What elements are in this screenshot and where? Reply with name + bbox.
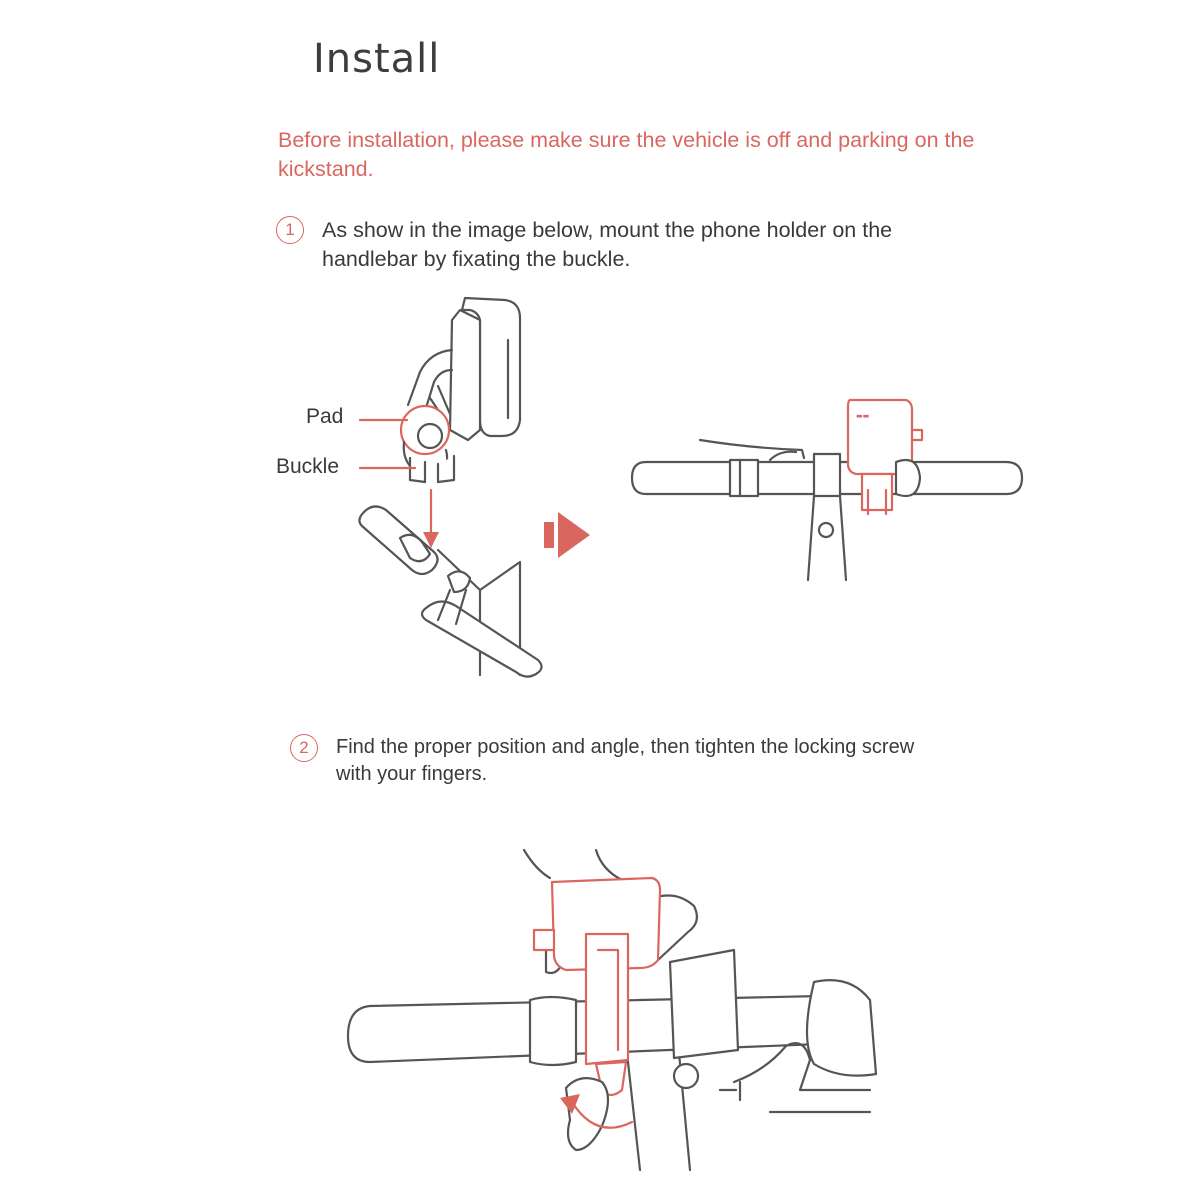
holder-illustration	[330, 290, 550, 680]
tighten-screw-illustration	[340, 850, 900, 1170]
callout-leader-lines	[355, 410, 435, 480]
svg-text:▬▬: ▬▬	[856, 412, 870, 420]
mounted-holder-illustration	[630, 390, 1030, 590]
warning-text: Before installation, please make sure the vehicle is off and parking on the kickstand.	[278, 128, 975, 181]
callout-pad: Pad	[306, 405, 344, 428]
step-number-1: 1	[276, 216, 304, 244]
callout-buckle: Buckle	[276, 455, 340, 478]
step-number-2: 2	[290, 734, 318, 762]
arrow-right-icon	[544, 512, 590, 558]
step-text-2: Find the proper position and angle, then tighten the locking screw with your fingers.	[336, 736, 915, 785]
page-title: Install	[313, 36, 441, 82]
step-text-1: As show in the image below, mount the phone holder on the handlebar by fixating the buckle.	[322, 218, 893, 271]
